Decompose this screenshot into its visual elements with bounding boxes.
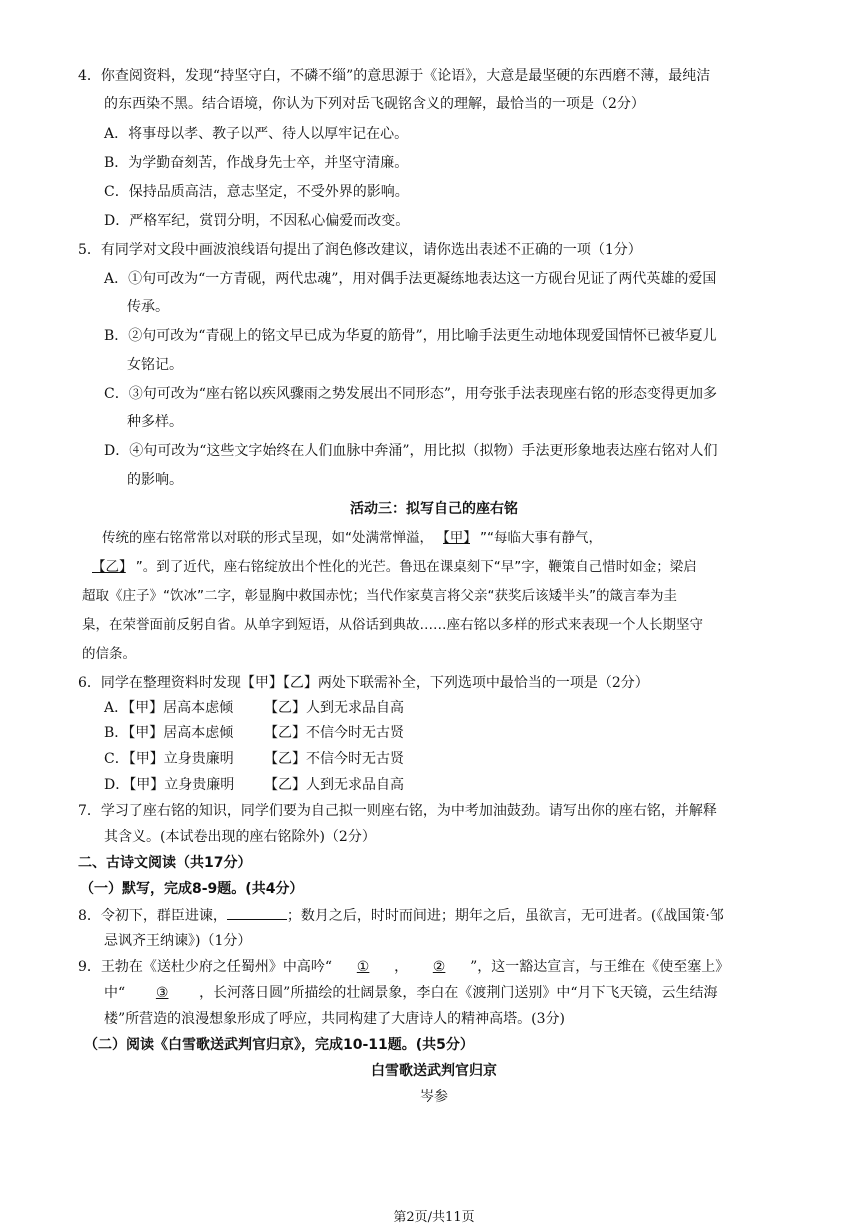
q6-option-a: A．【甲】居高本虑倾 【乙】人到无求品自高 xyxy=(104,700,404,716)
poem-author: 岑参 xyxy=(420,1089,448,1105)
q4-line1: 4．你查阅资料，发现“持坚守白，不磷不缁”的意思源于《论语》，大意是最坚硬的东西磨不薄，最纯洁 xyxy=(78,68,711,84)
q9-line1: 9．王勃在《送杜少府之任蜀州》中高吟“ ① ， ② ”，这一豁达宣言，与王维在《使至塞上》 xyxy=(78,959,730,975)
activity3-title: 活动三：拟写自己的座右铭 xyxy=(350,501,518,517)
blank-yi: 【乙】 xyxy=(92,559,126,575)
q6-line1: 6．同学在整理资料时发现【甲】【乙】两处下联需补全，下列选项中最恰当的一项是（2分） xyxy=(78,675,649,691)
q5-option-a-line2: 传承。 xyxy=(127,299,169,315)
blank-jia: 【甲】 xyxy=(443,530,470,546)
q4-option-d: D．严格军纪，赏罚分明，不因私心偏爱而改变。 xyxy=(104,213,410,229)
poem-title: 白雪歌送武判官归京 xyxy=(371,1063,497,1079)
q5-option-a-line1: A．①句可改为“一方青砚，两代忠魂”，用对偶手法更凝练地表达这一方砚台见证了两代英雄的爱国 xyxy=(104,271,717,287)
q9-blank-1: ① xyxy=(356,959,370,975)
q4-option-b: B．为学勤奋刻苦，作战身先士卒，并坚守清廉。 xyxy=(104,155,409,171)
q5-option-c-line2: 种多样。 xyxy=(127,414,183,430)
q9-blank-3: ③ xyxy=(155,985,169,1001)
q5-option-b-line1: B．②句可改为“青砚上的铭文早已成为华夏的筋骨”，用比喻手法更生动地体现爱国情怀已被华夏儿 xyxy=(104,328,717,344)
page-number: 第2页/共11页 xyxy=(393,1210,475,1225)
q6-option-c: C．【甲】立身贵廉明 【乙】不信今时无古贤 xyxy=(104,751,404,767)
q5-option-c-line1: C．③句可改为“座右铭以疾风骤雨之势发展出不同形态”，用夸张手法表现座右铭的形态变得更加多 xyxy=(104,386,718,402)
q7-line1: 7．学习了座右铭的知识，同学们要为自己拟一则座右铭，为中考加油鼓劲。请写出你的座右铭，并解释 xyxy=(78,803,717,819)
q4-option-c: C．保持品质高洁，意志坚定，不受外界的影响。 xyxy=(104,184,409,200)
q9-blank-2: ② xyxy=(432,959,446,975)
q5-option-b-line2: 女铭记。 xyxy=(127,357,183,373)
q4-line2: 的东西染不黑。结合语境，你认为下列对岳飞砚铭含义的理解，最恰当的一项是（2分） xyxy=(104,96,645,112)
q6-option-b: B．【甲】居高本虑倾 【乙】不信今时无古贤 xyxy=(104,725,404,741)
q8-answer-blank xyxy=(227,905,287,920)
section2-sub2: （二）阅读《白雪歌送武判官归京》，完成10-11题。(共5分） xyxy=(84,1037,474,1053)
q8-line2: 忌讽齐王纳谏》)（1分） xyxy=(104,933,252,949)
q7-line2: 其含义。(本试卷出现的座右铭除外)（2分） xyxy=(104,829,376,845)
q9-line3: 楼”所营造的浪漫想象形成了呼应，共同构建了大唐诗人的精神高塔。(3分) xyxy=(104,1011,565,1027)
section2-sub1: （一）默写，完成8-9题。(共4分） xyxy=(80,881,304,897)
activity3-para-line2: 【乙】 ”。到了近代，座右铭绽放出个性化的光芒。鲁迅在课桌刻下“早”字，鞭策自己惜时如金；梁启 xyxy=(82,557,697,577)
q5-option-d-line1: D．④句可改为“这些文字始终在人们血脉中奔涌”，用比拟（拟物）手法更形象地表达座右铭对人们 xyxy=(104,443,718,459)
activity3-para-line3: 超取《庄子》“饮冰”二字，彰显胸中救国赤忱；当代作家莫言将父亲“获奖后该矮半头”的箴言奉为圭 xyxy=(82,588,677,604)
activity3-para-line1: 传统的座右铭常常以对联的形式呈现，如“处满常惮溢， 【甲】 ”“每临大事有静气， xyxy=(102,530,602,546)
q8-line1: 8．令初下，群臣进谏， ；数月之后，时时而间进；期年之后，虽欲言，无可进者。(《战国策·邹 xyxy=(78,905,724,926)
activity3-para-line5: 的信条。 xyxy=(82,646,136,662)
q9-line2: 中“ ③ ，长河落日圆”所描绘的壮阔景象，李白在《渡荆门送别》中“月下飞天镜，云生结海 xyxy=(104,985,718,1001)
q5-line1: 5．有同学对文段中画波浪线语句提出了润色修改建议，请你选出表述不正确的一项（1分） xyxy=(78,242,642,258)
section2-title: 二、古诗文阅读（共17分） xyxy=(78,855,252,871)
q5-option-d-line2: 的影响。 xyxy=(127,472,183,488)
q4-option-a: A．将事母以孝、教子以严、待人以厚牢记在心。 xyxy=(104,126,409,142)
q6-option-d: D．【甲】立身贵廉明 【乙】人到无求品自高 xyxy=(104,777,404,793)
activity3-para-line4: 臬，在荣誉面前反躬自省。从单字到短语，从俗话到典故……座右铭以多样的形式来表现一个人长期坚守 xyxy=(82,617,703,633)
